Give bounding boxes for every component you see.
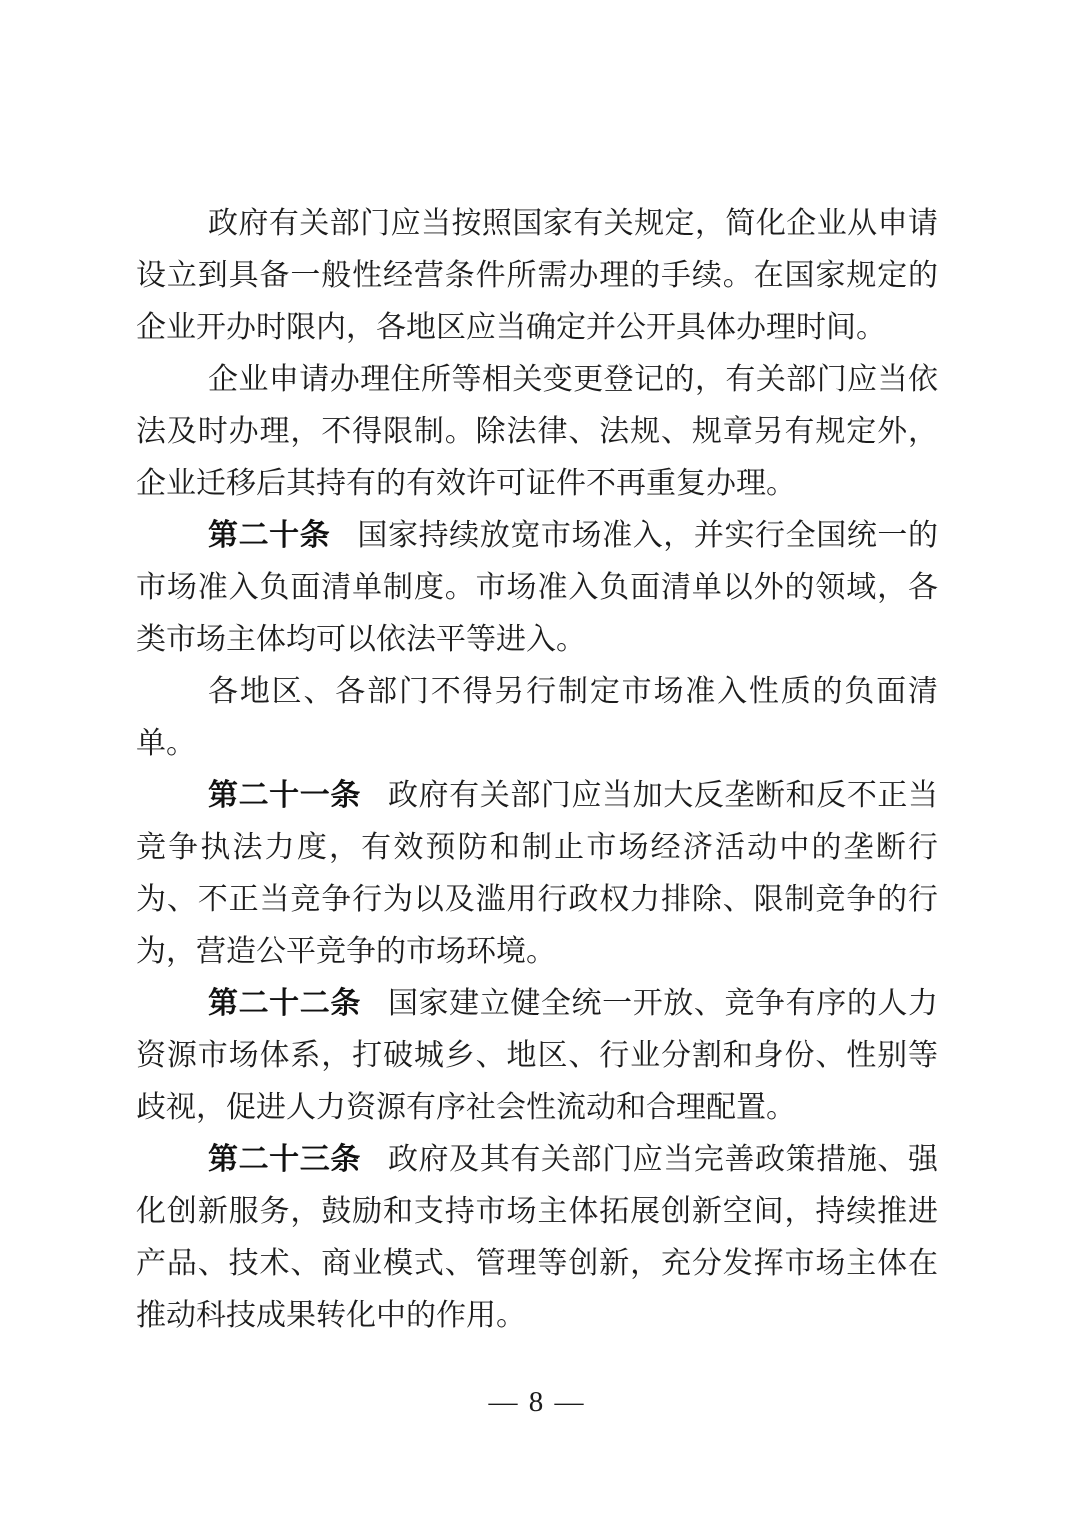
paragraph-text: 政府及其有关部门应当完善政策措施、强化创新服务，鼓励和支持市场主体拓展创新空间，持续推进产品、技术、商业模式、管理等创新，充分发挥市场主体在推动科技成果转化中的作用。 — [136, 1143, 939, 1332]
paragraph-text: 企业申请办理住所等相关变更登记的，有关部门应当依法及时办理，不得限制。除法律、法规、规章另有规定外，企业迁移后其持有的有效许可证件不再重复办理。 — [136, 363, 938, 500]
article-number: 第二十三条 — [208, 1143, 361, 1176]
page-number: — 8 — — [488, 1386, 586, 1418]
article-number: 第二十条 — [208, 519, 331, 552]
paragraph-text: 政府有关部门应当按照国家有关规定，简化企业从申请设立到具备一般性经营条件所需办理的手续。在国家规定的企业开办时限内，各地区应当确定并公开具体办理时间。 — [136, 207, 938, 344]
paragraph — [136, 354, 938, 510]
paragraph — [136, 770, 938, 978]
paragraph — [136, 666, 938, 770]
paragraph-text: 国家建立健全统一开放、竞争有序的人力资源市场体系，打破城乡、地区、行业分割和身份、性别等歧视，促进人力资源有序社会性流动和合理配置。 — [136, 987, 939, 1124]
paragraph — [136, 198, 938, 354]
article-number: 第二十二条 — [208, 987, 361, 1020]
paragraph — [136, 978, 938, 1134]
article-number: 第二十一条 — [208, 779, 361, 812]
paragraph-text: 政府有关部门应当加大反垄断和反不正当竞争执法力度，有效预防和制止市场经济活动中的垄断行为、不正当竞争行为以及滥用行政权力排除、限制竞争的行为，营造公平竞争的市场环境。 — [136, 779, 939, 968]
paragraph — [136, 510, 938, 666]
paragraph — [136, 1134, 938, 1342]
paragraph-text: 国家持续放宽市场准入，并实行全国统一的市场准入负面清单制度。市场准入负面清单以外的领域，各类市场主体均可以依法平等进入。 — [136, 519, 939, 656]
document-body — [136, 198, 938, 1342]
paragraph-text: 各地区、各部门不得另行制定市场准入性质的负面清单。 — [136, 675, 938, 760]
